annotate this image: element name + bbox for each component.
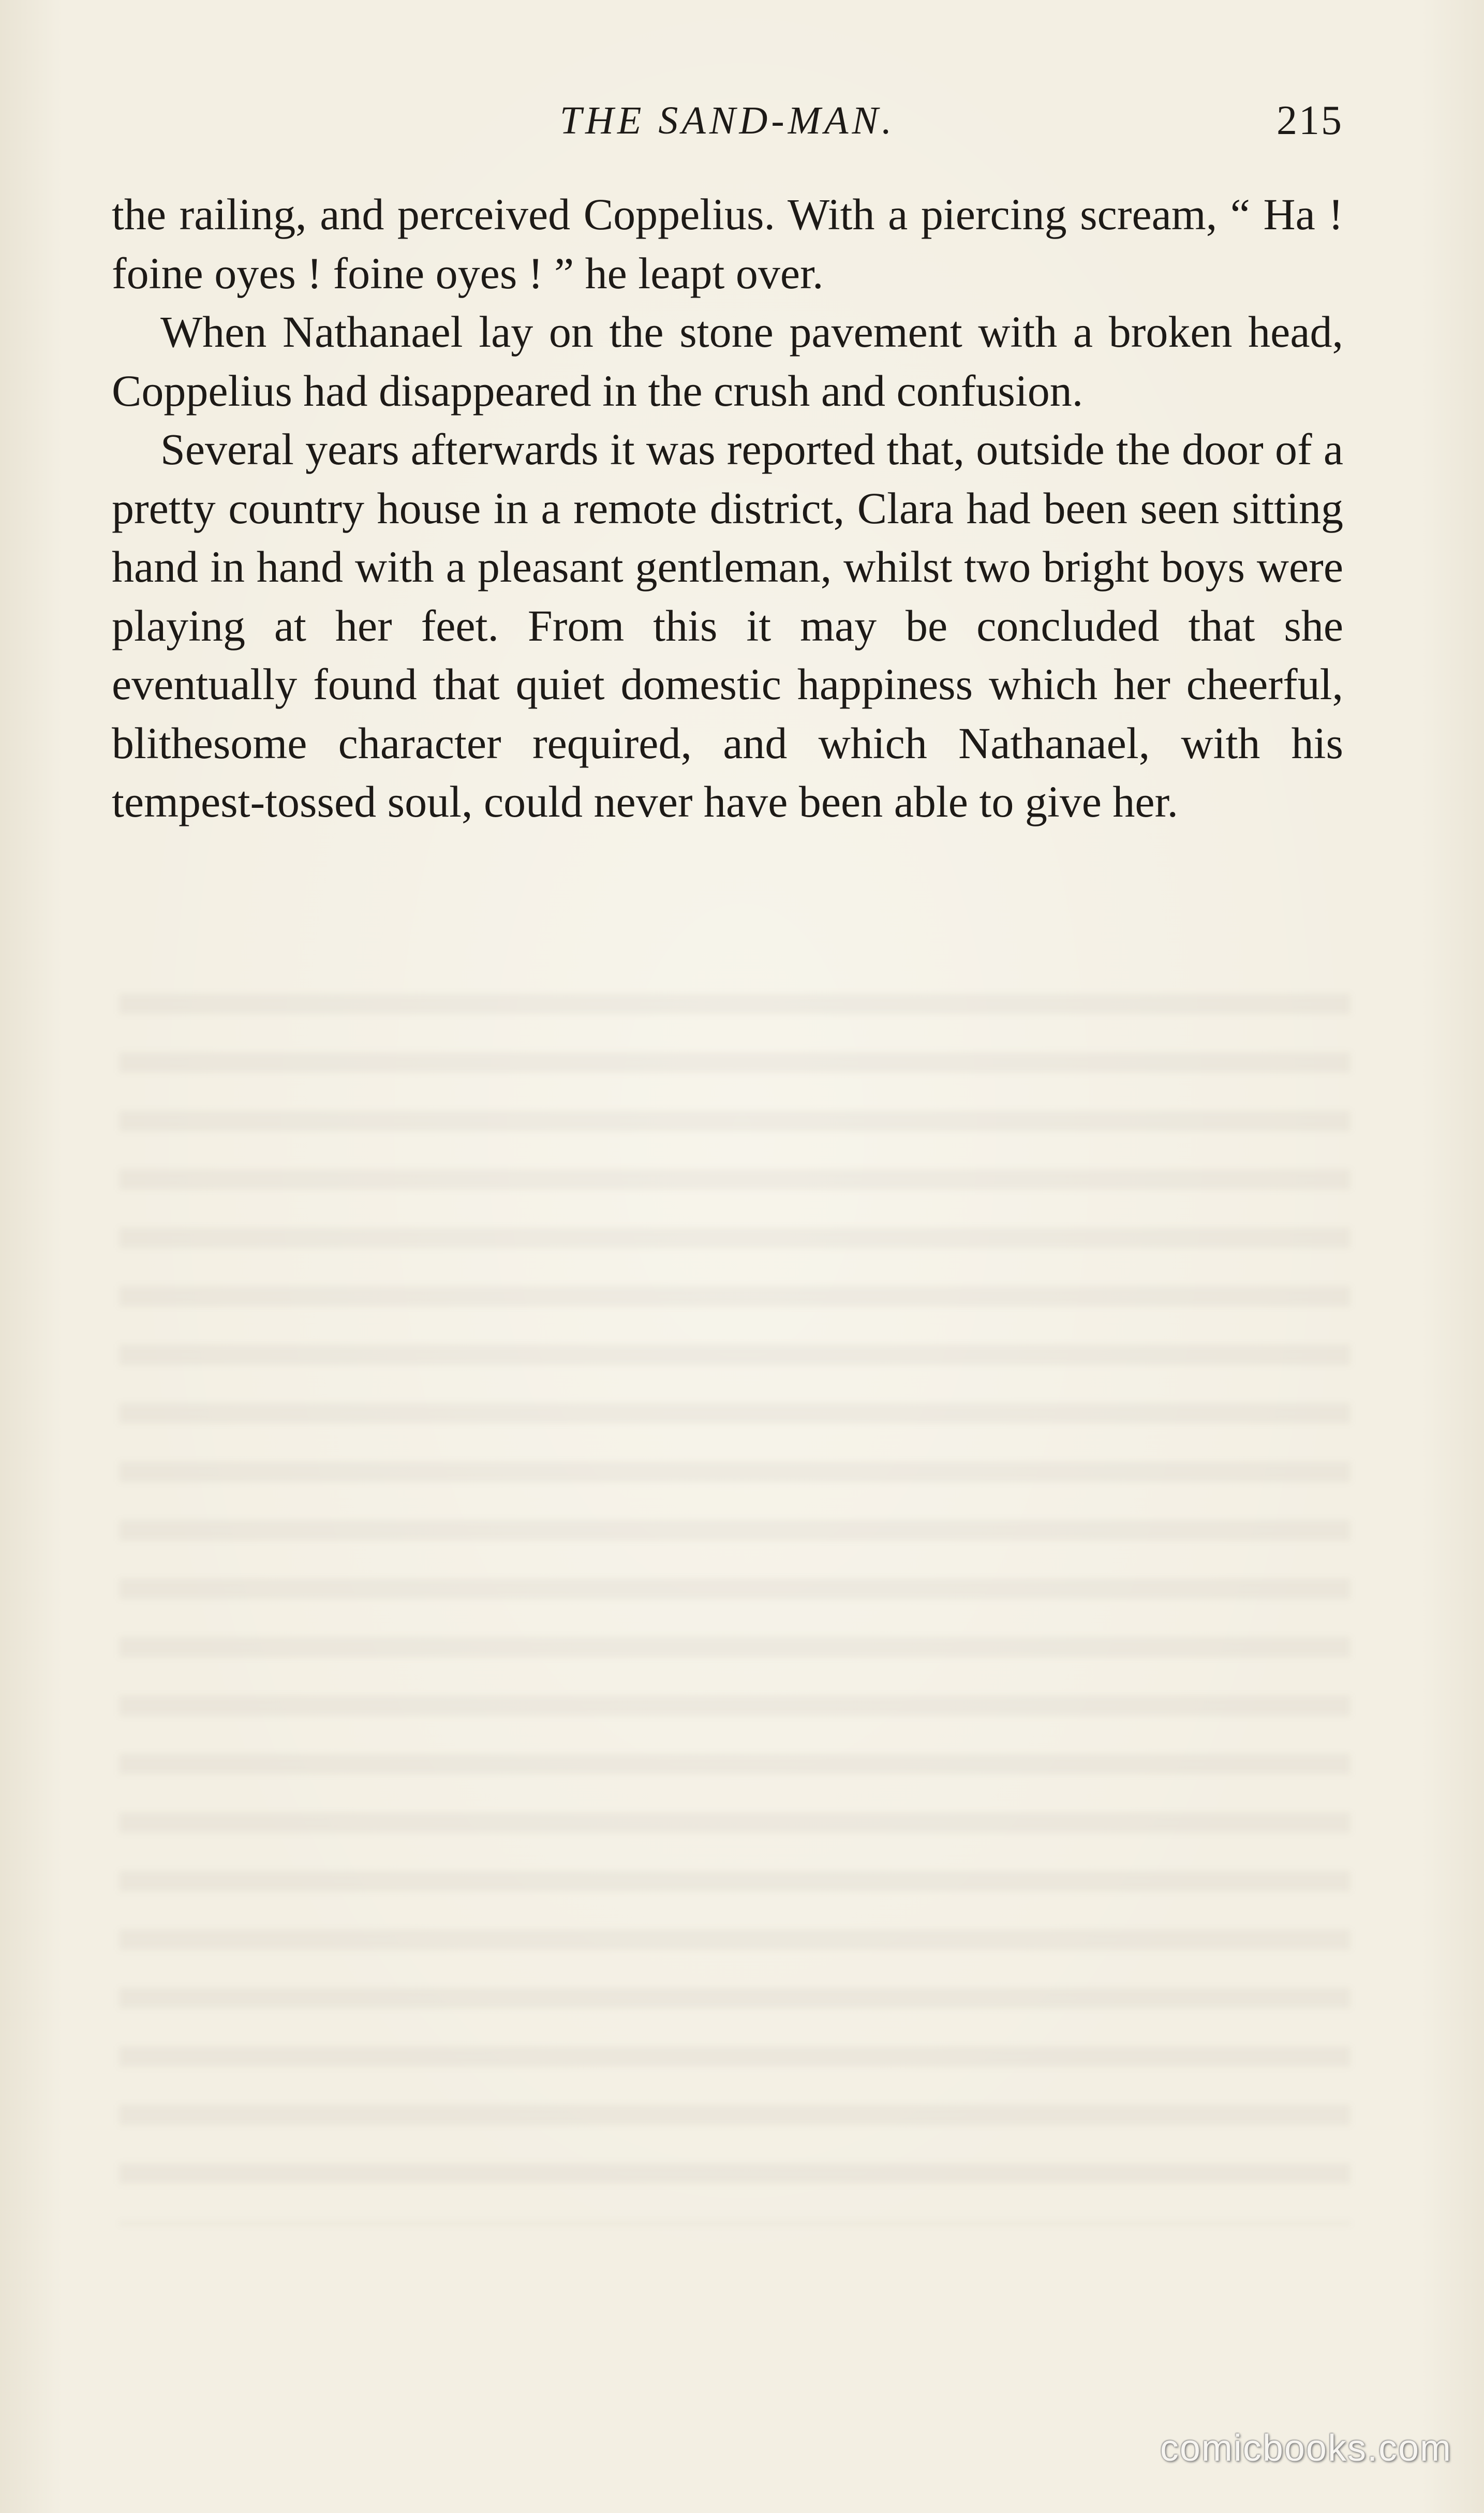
- paragraph-continued: the railing, and perceived Coppelius. With a piercing scream, “ Ha ! foine oyes ! foine oyes ! ” he leapt over.: [112, 189, 1343, 298]
- paragraph-nathanael-fall: When Nathanael lay on the stone pavement with a broken head, Coppelius had disappeared in the crush and confusion.: [112, 307, 1343, 416]
- body-text: [112, 185, 1343, 832]
- watermark-logo: comicbooks.com: [1160, 2428, 1452, 2469]
- bleed-through-texture: [119, 994, 1351, 2225]
- running-title: THE SAND-MAN.: [559, 99, 896, 142]
- paragraph-epilogue: Several years afterwards it was reported that, outside the door of a pretty country house in a remote district, Clara had been seen sitting hand in hand with a pleasant gentleman, whilst two bright boys were playing at her feet. From this it may be concluded that she eventually found that quiet domestic happiness which her cheerful, blithesome character required, and which Nathanael, with his tempest-tossed soul, could never have been able to give her.: [112, 424, 1343, 826]
- running-head: [112, 92, 1343, 149]
- page-number: 215: [1277, 98, 1343, 143]
